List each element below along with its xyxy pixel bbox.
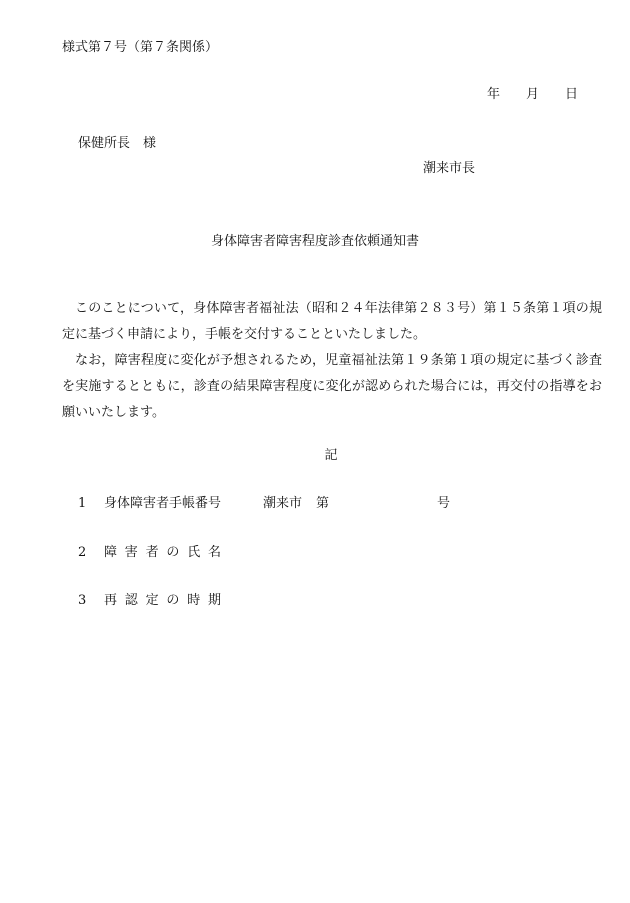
item-label: 身体障害者手帳番号 [104,496,222,511]
document-title: 身体障害者障害程度診査依頼通知書 [210,234,419,249]
item-value-go: 号 [437,496,451,511]
item-recertification-period [78,589,229,608]
item-label: 再認定の時期 [104,593,229,608]
item-number: 3 [78,593,87,608]
form-number: 様式第７号（第７条関係） [62,40,219,55]
item-label: 障害者の氏名 [104,545,229,560]
body-paragraph-2: なお，障害程度に変化が予想されるため，児童福祉法第１９条第１項の規定に基づく診査を実施するとともに，診査の結果障害程度に変化が認められた場合には，再交付の指導をお願いいたします。 [62,353,602,420]
item-value-city: 潮来市 [263,496,303,511]
body-text [62,296,602,426]
item-person-name [78,541,229,560]
item-handbook-number [78,492,450,511]
addressee: 保健所長 様 [78,136,157,151]
sender: 潮来市長 [423,161,476,176]
date-year: 年 [487,87,501,102]
date-month: 月 [526,87,540,102]
body-paragraph-1: このことについて，身体障害者福祉法（昭和２４年法律第２８３号）第１５条第１項の規定に基づく申請により，手帳を交付することといたしました。 [62,301,602,342]
item-number: 2 [78,545,87,560]
item-value-dai: 第 [316,496,330,511]
date-day: 日 [565,87,579,102]
ki-heading: 記 [324,448,338,463]
item-number: 1 [78,496,87,511]
date-line [487,83,578,102]
